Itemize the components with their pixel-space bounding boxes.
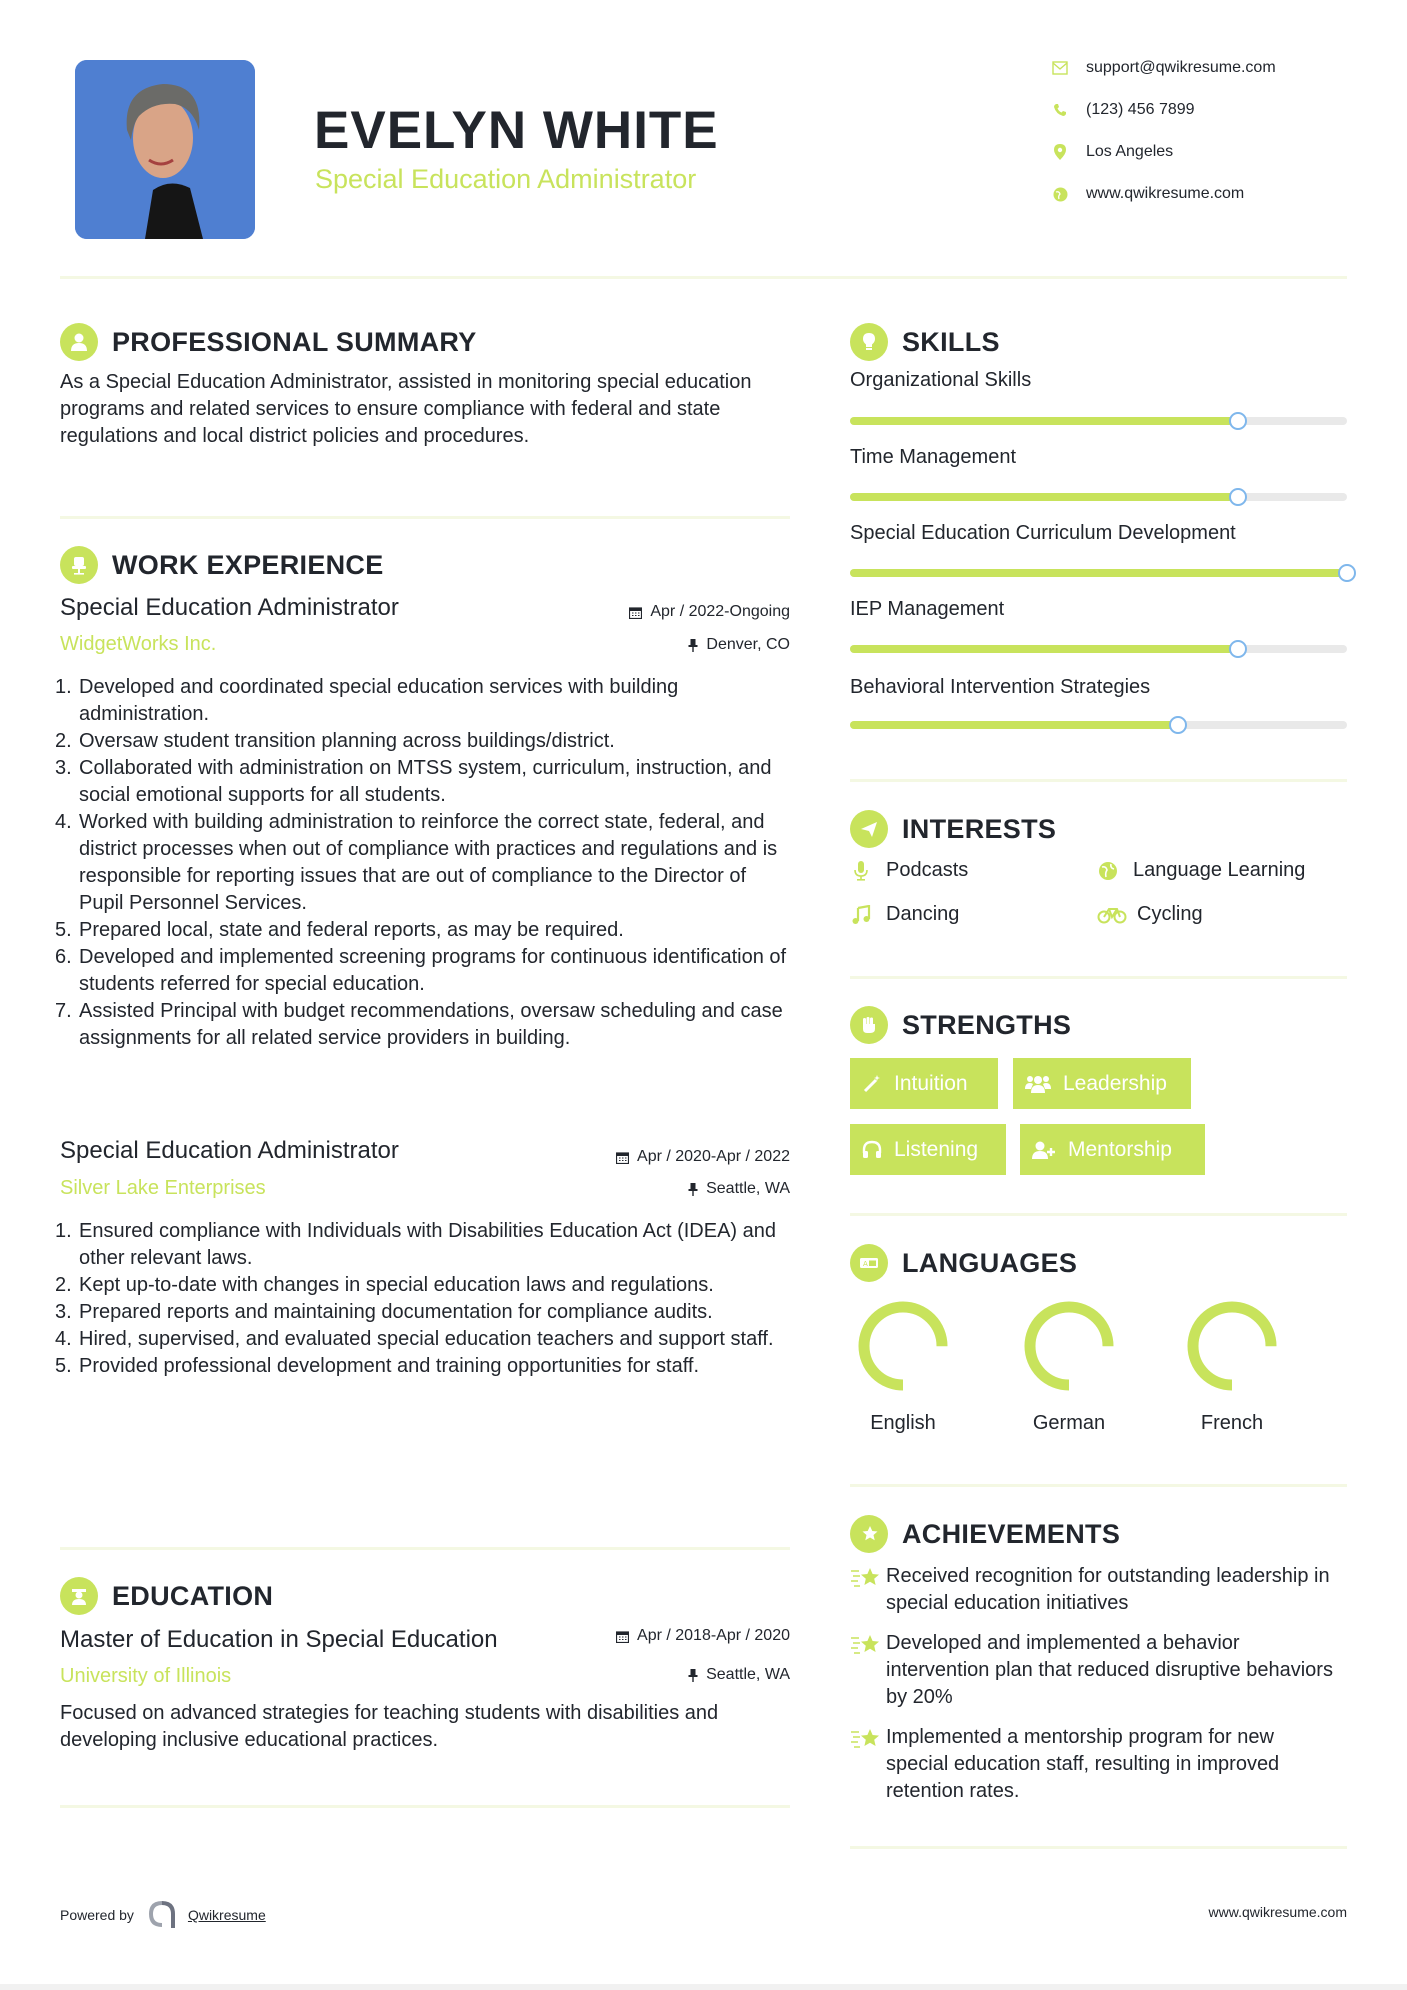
- job-dates: [629, 603, 790, 621]
- skill-label: Organizational Skills: [850, 369, 1032, 391]
- duty-item: 5. Provided professional development and training opportunities for staff.: [55, 1355, 700, 1377]
- skill-slider-knob[interactable]: [1229, 488, 1247, 506]
- skill-slider-knob[interactable]: [1169, 716, 1187, 734]
- shooting-star-icon: [850, 1630, 886, 1711]
- duty-item: 1. Ensured compliance with Individuals with Disabilities Education Act (IDEA) and other relevant laws.: [55, 1220, 777, 1269]
- duty-item: 4. Worked with building administration to reinforce the correct state, federal, and district processes when out of compliance with practices and regulations and is responsible for reporting issues that are out of compliance to the Director of Pupil Personnel Services.: [55, 811, 778, 914]
- skill-slider-fill: [850, 493, 1238, 501]
- job-duties-list: [55, 674, 795, 1052]
- job-location: [688, 1180, 790, 1198]
- job-location-text: Denver, CO: [706, 636, 790, 653]
- candidate-title: Special Education Administrator: [315, 164, 697, 194]
- section-divider: [850, 1213, 1347, 1216]
- language-ring: [1019, 1296, 1119, 1401]
- language-label: German: [1032, 1412, 1106, 1434]
- section-title: SKILLS: [902, 326, 1000, 357]
- education-description: Focused on advanced strategies for teaching students with disabilities and developing inclusive educational practices.: [60, 1702, 719, 1751]
- achievement-item: [850, 1724, 1336, 1805]
- section-divider: [60, 1547, 790, 1550]
- section-divider: [60, 516, 790, 519]
- job-location-text: Seattle, WA: [706, 1180, 790, 1197]
- education-dates: [616, 1627, 790, 1645]
- achievement-text: Received recognition for outstanding leadership in special education initiatives: [886, 1565, 1330, 1614]
- contact-website-text: www.qwikresume.com: [1086, 185, 1245, 202]
- pushpin-icon: [688, 1669, 698, 1682]
- section-divider: [850, 1846, 1347, 1849]
- interest-label: Dancing: [886, 903, 960, 925]
- profile-photo: [75, 60, 255, 239]
- contact-website[interactable]: [1050, 182, 1244, 206]
- candidate-name: EVELYN WHITE: [314, 101, 719, 160]
- skill-label: Special Education Curriculum Development: [850, 522, 1236, 544]
- interest-label: Cycling: [1137, 903, 1203, 925]
- star-badge-icon: [850, 1515, 888, 1553]
- section-title: INTERESTS: [902, 813, 1057, 844]
- degree-name: Master of Education in Special Education: [60, 1626, 498, 1653]
- contact-email-text: support@qwikresume.com: [1086, 59, 1276, 76]
- section-header-experience: [60, 545, 384, 585]
- duty-item: 6. Developed and implemented screening programs for continuous identification of students referred for special education.: [55, 946, 787, 995]
- section-title: WORK EXPERIENCE: [112, 549, 384, 580]
- skill-slider[interactable]: [850, 645, 1347, 653]
- strength-chip-mentorship: [1020, 1124, 1205, 1175]
- section-header-languages: [850, 1243, 1077, 1283]
- calendar-icon: [616, 1151, 629, 1164]
- language-label: French: [1200, 1412, 1264, 1434]
- pushpin-icon: [688, 1183, 698, 1196]
- globe-icon: [1097, 861, 1119, 881]
- interest-item: [1097, 903, 1203, 926]
- calendar-icon: [616, 1630, 629, 1643]
- office-chair-icon: [60, 546, 98, 584]
- section-divider: [850, 976, 1347, 979]
- section-title: ACHIEVEMENTS: [902, 1518, 1121, 1549]
- duty-item: 5. Prepared local, state and federal reports, as may be required.: [55, 919, 624, 941]
- job-dates-text: Apr / 2022-Ongoing: [650, 603, 790, 620]
- achievement-item: [850, 1630, 1336, 1711]
- skill-slider-knob[interactable]: [1338, 564, 1356, 582]
- translate-icon: [850, 1244, 888, 1282]
- strength-chip-intuition: [850, 1058, 998, 1109]
- job-dates-text: Apr / 2020-Apr / 2022: [637, 1148, 790, 1165]
- language-ring: [1182, 1296, 1282, 1401]
- footer-website[interactable]: www.qwikresume.com: [1208, 1904, 1347, 1920]
- section-header-education: [60, 1576, 273, 1616]
- skill-slider-fill: [850, 417, 1238, 425]
- job-duties-list: [55, 1218, 795, 1380]
- strength-label: Mentorship: [1068, 1137, 1172, 1161]
- section-divider: [60, 1805, 790, 1808]
- skill-slider[interactable]: [850, 417, 1347, 425]
- lightbulb-icon: [850, 323, 888, 361]
- skill-slider-fill: [850, 569, 1347, 577]
- section-header-summary: [60, 322, 477, 362]
- microphone-icon: [850, 861, 872, 881]
- section-divider: [850, 1484, 1347, 1487]
- duty-item: 7. Assisted Principal with budget recommendations, oversaw scheduling and case assignments for all related service providers in building.: [55, 1000, 783, 1049]
- education-location: [688, 1666, 790, 1684]
- section-header-strengths: [850, 1005, 1071, 1045]
- music-note-icon: [850, 905, 872, 925]
- interest-label: Podcasts: [886, 859, 969, 881]
- interest-item: [850, 859, 968, 882]
- portrait-image: [75, 60, 255, 239]
- section-title: STRENGTHS: [902, 1009, 1072, 1040]
- envelope-icon: [1050, 58, 1070, 78]
- fist-icon: [850, 1006, 888, 1044]
- skill-slider[interactable]: [850, 721, 1347, 729]
- footer-powered-by: [60, 1900, 266, 1930]
- duty-item: 3. Collaborated with administration on MTSS system, curriculum, instruction, and social emotional supports for all students.: [55, 757, 772, 806]
- bicycle-icon: [1097, 906, 1127, 924]
- job-company: Silver Lake Enterprises: [60, 1177, 266, 1199]
- summary-text: As a Special Education Administrator, assisted in monitoring special education programs and related services to ensure compliance with federal and state regulations and local district policies and procedures.: [60, 371, 752, 447]
- skill-slider[interactable]: [850, 493, 1347, 501]
- shooting-star-icon: [850, 1724, 886, 1805]
- skill-slider-fill: [850, 645, 1238, 653]
- achievement-text: Developed and implemented a behavior intervention plan that reduced disruptive behaviors by 20%: [886, 1632, 1333, 1708]
- interest-item: [850, 903, 959, 926]
- calendar-icon: [629, 606, 642, 619]
- duty-item: 1. Developed and coordinated special education services with building administration.: [55, 676, 679, 725]
- job-dates: [616, 1148, 790, 1166]
- skill-label: Time Management: [850, 446, 1016, 468]
- graduate-icon: [60, 1577, 98, 1615]
- duty-item: 4. Hired, supervised, and evaluated special education teachers and support staff.: [55, 1328, 774, 1350]
- language-label: English: [870, 1412, 936, 1434]
- education-location-text: Seattle, WA: [706, 1666, 790, 1683]
- strength-label: Listening: [894, 1137, 979, 1161]
- paper-plane-icon: [850, 810, 888, 848]
- section-title: EDUCATION: [112, 1580, 274, 1611]
- achievement-item: [850, 1563, 1336, 1617]
- pushpin-icon: [688, 639, 698, 652]
- strength-chip-listening: [850, 1124, 1006, 1175]
- interest-item: [1097, 859, 1305, 882]
- qwikresume-logo-icon: [148, 1900, 176, 1930]
- headphones-icon: [862, 1140, 882, 1160]
- job-location: [688, 636, 790, 654]
- globe-icon: [1050, 184, 1070, 204]
- skill-slider[interactable]: [850, 569, 1347, 577]
- qwikresume-link[interactable]: Qwikresume: [187, 1907, 266, 1923]
- map-pin-icon: [1050, 142, 1070, 162]
- duty-item: 2. Oversaw student transition planning across buildings/district.: [55, 730, 615, 752]
- job-role: Special Education Administrator: [60, 594, 399, 621]
- users-icon: [1025, 1074, 1051, 1094]
- duty-item: 3. Prepared reports and maintaining documentation for compliance audits.: [55, 1301, 713, 1323]
- powered-by-label: Powered by: [60, 1907, 134, 1923]
- shooting-star-icon: [850, 1563, 886, 1617]
- header-divider: [60, 276, 1347, 279]
- magic-wand-icon: [862, 1074, 882, 1094]
- school-name: University of Illinois: [60, 1665, 232, 1687]
- section-divider: [850, 779, 1347, 782]
- duty-item: 2. Kept up-to-date with changes in special education laws and regulations.: [55, 1274, 714, 1296]
- skill-slider-knob[interactable]: [1229, 412, 1247, 430]
- education-dates-text: Apr / 2018-Apr / 2020: [637, 1627, 790, 1644]
- skill-label: IEP Management: [850, 598, 1005, 620]
- job-company: WidgetWorks Inc.: [60, 633, 217, 655]
- job-role: Special Education Administrator: [60, 1137, 399, 1164]
- language-level-arc: [1193, 1307, 1271, 1385]
- language-ring: [853, 1296, 953, 1401]
- strength-label: Intuition: [894, 1071, 968, 1095]
- phone-icon: [1050, 100, 1070, 120]
- user-plus-icon: [1032, 1140, 1056, 1160]
- achievement-text: Implemented a mentorship program for new special education staff, resulting in improved retention rates.: [886, 1726, 1280, 1802]
- strength-chip-leadership: [1013, 1058, 1191, 1109]
- skill-slider-fill: [850, 721, 1178, 729]
- contact-phone[interactable]: [1050, 98, 1195, 122]
- page-bottom-edge: [0, 1984, 1407, 1990]
- skill-slider-knob[interactable]: [1229, 640, 1247, 658]
- contact-phone-text: (123) 456 7899: [1086, 101, 1195, 118]
- user-icon: [60, 323, 98, 361]
- language-level-arc: [1030, 1307, 1108, 1385]
- section-header-achievements: [850, 1514, 1120, 1554]
- section-title: LANGUAGES: [902, 1247, 1078, 1278]
- contact-email[interactable]: [1050, 56, 1276, 80]
- section-header-interests: [850, 809, 1056, 849]
- contact-location: [1050, 140, 1173, 164]
- language-level-arc: [864, 1307, 942, 1385]
- section-header-skills: [850, 322, 1000, 362]
- strength-label: Leadership: [1063, 1071, 1167, 1095]
- interest-label: Language Learning: [1133, 859, 1306, 881]
- svg-text:A: A: [863, 1260, 868, 1268]
- section-title: PROFESSIONAL SUMMARY: [112, 326, 477, 357]
- contact-location-text: Los Angeles: [1086, 143, 1174, 160]
- skill-label: Behavioral Intervention Strategies: [850, 676, 1151, 698]
